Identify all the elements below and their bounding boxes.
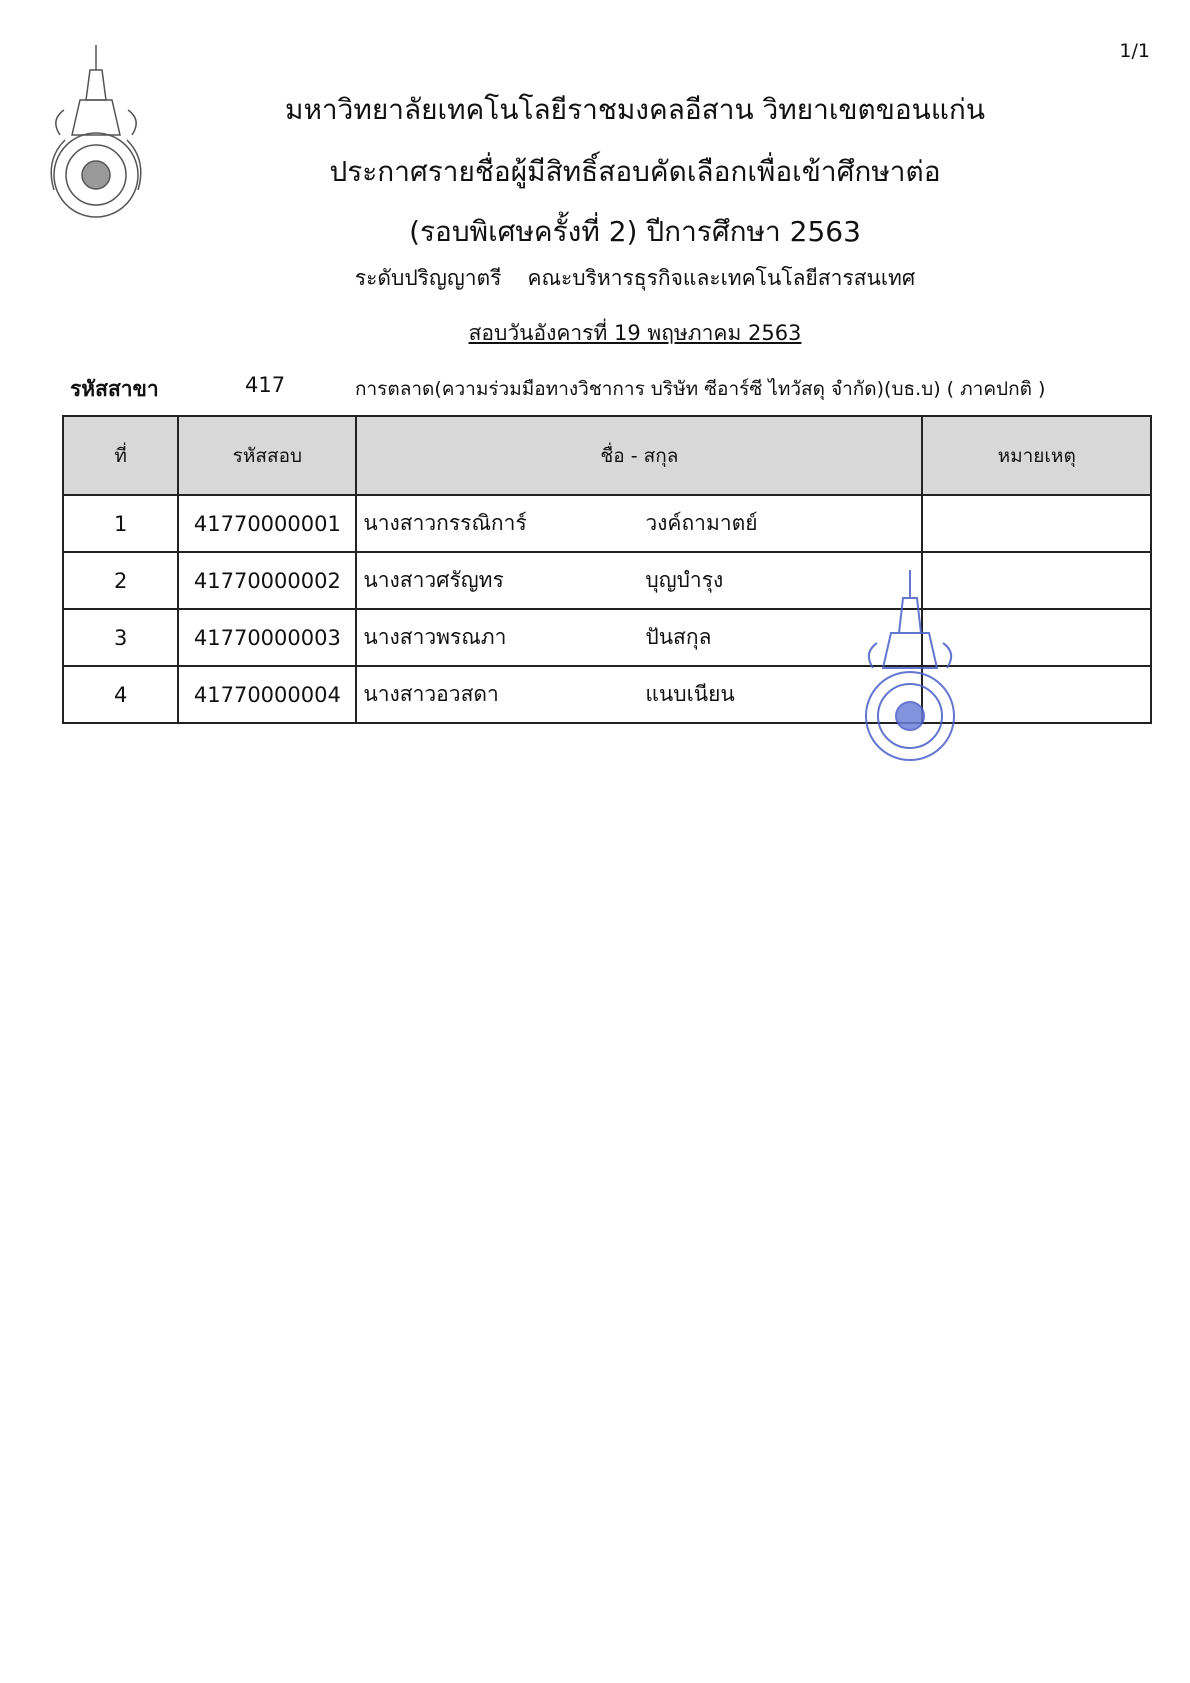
- level-faculty-line: [0, 262, 1190, 295]
- exam-date-line: [0, 317, 1190, 350]
- university-seal-stamp-icon: [855, 568, 965, 768]
- row-exam-code: 41770000004: [178, 666, 356, 723]
- row-exam-code: 41770000003: [178, 609, 356, 666]
- header-no: ที่: [63, 416, 178, 495]
- row-name: [356, 495, 922, 552]
- table-header-row: [63, 416, 1151, 495]
- first-name: นางสาวศรัญทร: [363, 568, 504, 592]
- announcement-title: ประกาศรายชื่อผู้มีสิทธิ์สอบคัดเลือกเพื่อเข้าศึกษาต่อ: [329, 155, 941, 188]
- row-name: [356, 552, 922, 609]
- first-name: นางสาวกรรณิการ์: [363, 511, 527, 535]
- last-name: วงค์ถามาตย์: [645, 511, 758, 535]
- exam-date: สอบวันอังคารที่ 19 พฤษภาคม 2563: [468, 321, 802, 345]
- table-row: [63, 666, 1151, 723]
- row-name: [356, 609, 922, 666]
- last-name: ปันสกุล: [645, 625, 712, 649]
- branch-label: รหัสสาขา: [70, 377, 159, 401]
- table-row: [63, 495, 1151, 552]
- row-note: [922, 495, 1151, 552]
- university-name: มหาวิทยาลัยเทคโนโลยีราชมงคลอีสาน วิทยาเขตขอนแก่น: [285, 93, 985, 126]
- branch-name: การตลาด(ความร่วมมือทางวิชาการ บริษัท ซีอาร์ซี ไทวัสดุ จำกัด)(บธ.บ) ( ภาคปกติ ): [355, 378, 1046, 400]
- header-exam-code: รหัสสอบ: [178, 416, 356, 495]
- header-note: หมายเหตุ: [922, 416, 1151, 495]
- page-number: 1/1: [1119, 40, 1150, 62]
- row-no: 4: [63, 666, 178, 723]
- row-exam-code: 41770000002: [178, 552, 356, 609]
- first-name: นางสาวอวสดา: [363, 682, 499, 706]
- last-name: แนบเนียน: [645, 682, 735, 706]
- row-no: 2: [63, 552, 178, 609]
- round-title: (รอบพิเศษครั้งที่ 2) ปีการศึกษา 2563: [409, 215, 861, 248]
- row-no: 1: [63, 495, 178, 552]
- table-row: [63, 552, 1151, 609]
- last-name: บุญบำรุง: [645, 568, 724, 592]
- row-name: [356, 666, 922, 723]
- candidate-table: [62, 415, 1152, 724]
- branch-code: 417: [245, 373, 286, 397]
- degree-level: ระดับปริญญาตรี: [354, 266, 502, 290]
- row-exam-code: 41770000001: [178, 495, 356, 552]
- faculty-name: คณะบริหารธุรกิจและเทคโนโลยีสารสนเทศ: [527, 266, 916, 290]
- table-row: [63, 609, 1151, 666]
- row-no: 3: [63, 609, 178, 666]
- first-name: นางสาวพรณภา: [363, 625, 507, 649]
- header-name: ชื่อ - สกุล: [356, 416, 922, 495]
